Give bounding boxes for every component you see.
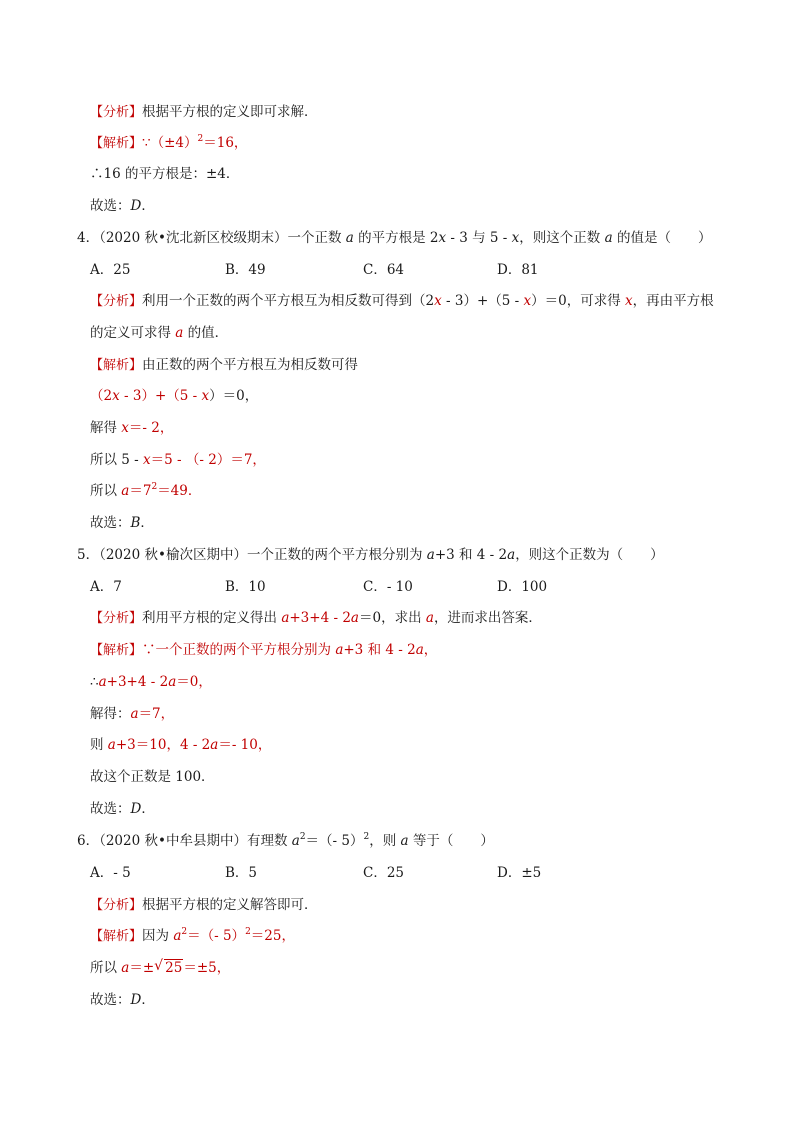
- analysis-line: 【分析】利用一个正数的两个平方根互为相反数可得到（2x - 3）+（5 - x）＝0，可求得 x，再由平方根: [90, 293, 714, 309]
- option-b: B．49: [225, 262, 266, 278]
- solution-step: 所以 $a=7^2=49$．: [90, 482, 202, 499]
- solution-step: 故这个正数是 100．: [90, 769, 215, 785]
- option-a: A．25: [90, 262, 131, 278]
- square-root: √ 25: [154, 958, 183, 976]
- solution-step: 解得 x＝- 2，: [90, 420, 174, 436]
- solution-step: 则 a+3＝10，4 - 2a＝- 10，: [90, 737, 272, 753]
- option-d: D．81: [497, 262, 539, 278]
- answer-line: 故选：D．: [90, 992, 155, 1008]
- solution-step: 所以 5 - x＝5 - （- 2）＝7，: [90, 452, 266, 468]
- analysis-line: 【分析】根据平方根的定义解答即可．: [90, 897, 318, 913]
- solution-step: 解得：a＝7，: [90, 706, 175, 722]
- solution-step: （2x - 3）+（5 - x）＝0，: [90, 388, 259, 404]
- option-d: D．100: [497, 579, 548, 595]
- solution-tag: 【解析】: [90, 136, 143, 151]
- solution-line: 【解析】∵一个正数的两个平方根分别为 a+3 和 4 - 2a，: [90, 642, 438, 658]
- answer-line: 故选：D．: [90, 198, 155, 214]
- answer-line: 故选：B．: [90, 515, 154, 531]
- solution-line: 【解析】$\because(\pm 4)^2=16$，: [90, 134, 248, 151]
- question-5-stem: 5．（2020 秋•榆次区期中）一个正数的两个平方根分别为 a+3 和 4 - 2a，则这个正数为（ ）: [77, 547, 664, 563]
- solution-step: ∴16 的平方根是：±4．: [90, 166, 240, 182]
- option-c: C．25: [363, 865, 405, 881]
- option-b: B．10: [225, 579, 266, 595]
- solution-line: 【解析】因为 $a^2=(-$ 5）$^2$＝25，: [90, 927, 295, 944]
- analysis-line-cont: 的定义可求得 a 的值．: [90, 325, 229, 341]
- analysis-line: 【分析】利用平方根的定义得出 a+3+4 - 2a＝0，求出 a，进而求出答案．: [90, 610, 542, 626]
- option-c: C．64: [363, 262, 405, 278]
- solution-step: 所以 a＝± √ 25＝±5，: [90, 958, 231, 976]
- solution-step: ∴a+3+4 - 2a＝0，: [90, 674, 212, 690]
- analysis-tag: 【分析】: [90, 105, 143, 120]
- solution-line: 【解析】由正数的两个平方根互为相反数可得: [90, 357, 359, 373]
- answer-line: 故选：D．: [90, 801, 155, 817]
- option-a: A．7: [90, 579, 122, 595]
- radical-sign-icon: √: [154, 958, 164, 974]
- analysis-line: 【分析】根据平方根的定义即可求解．: [90, 104, 318, 120]
- question-6-stem: 6．（2020 秋•中牟县期中）有理数 $a^2=(-$ 5）$^2$，则 a 等于（ ）: [77, 832, 494, 849]
- option-d: D．±5: [497, 865, 542, 881]
- question-4-stem: 4．（2020 秋•沈北新区校级期末）一个正数 a 的平方根是 2x - 3 与 5 - x，则这个正数 a 的值是（ ）: [77, 230, 712, 246]
- option-c: C．- 10: [363, 579, 413, 595]
- option-b: B．5: [225, 865, 258, 881]
- option-a: A．- 5: [90, 865, 131, 881]
